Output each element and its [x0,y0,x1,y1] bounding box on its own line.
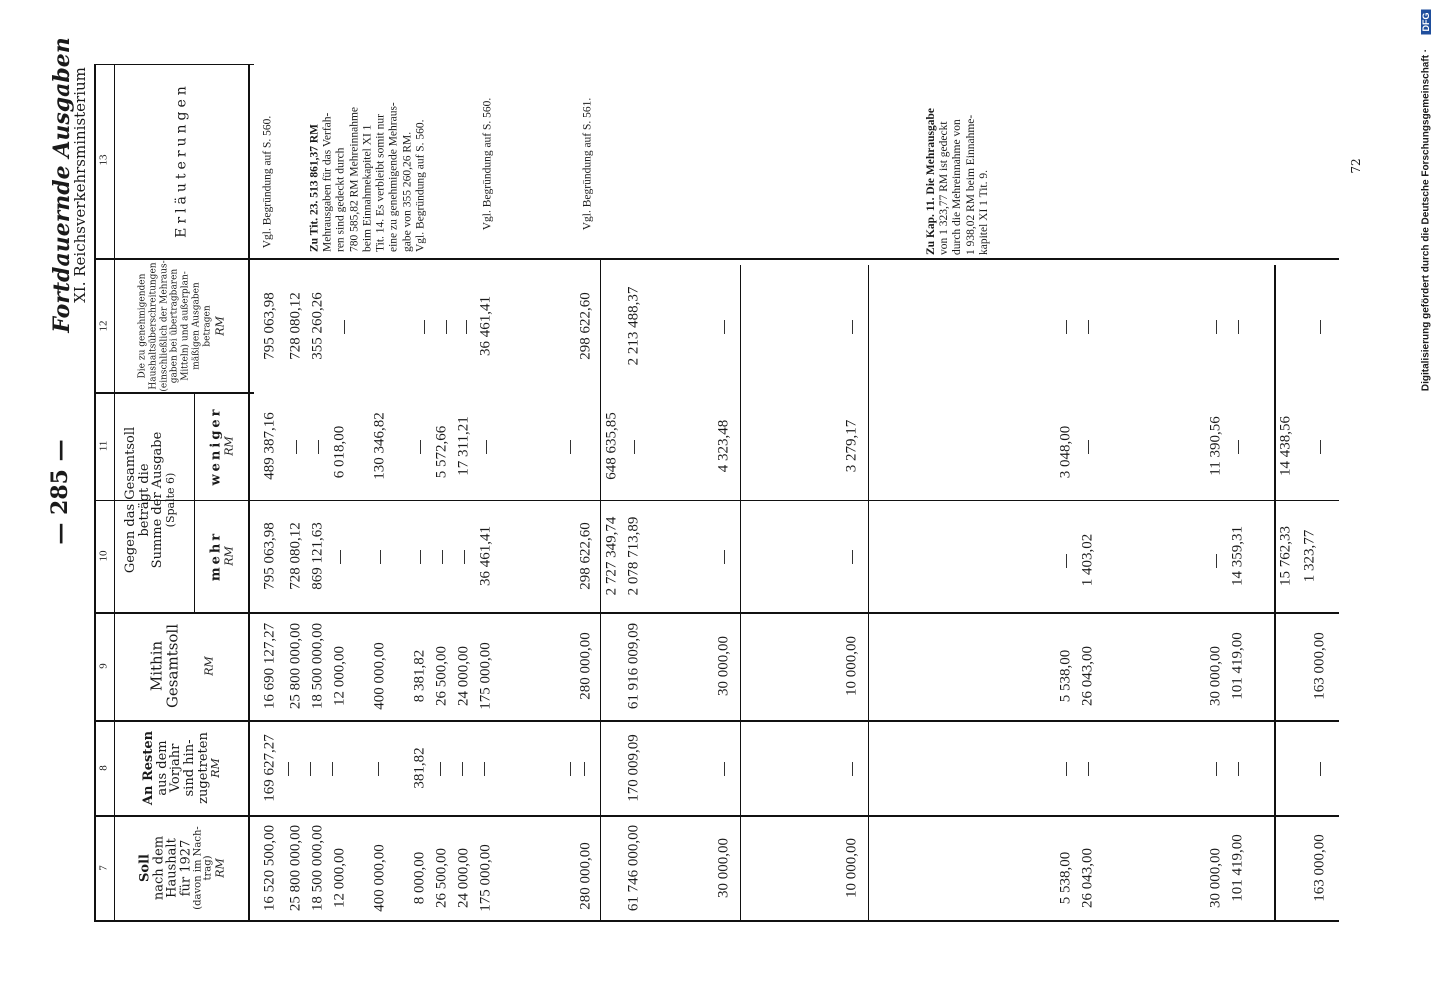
empty-dash [310,762,311,776]
subtotal-rule [600,500,624,501]
col-number-9: 9 [97,663,110,669]
table-rule [868,265,869,922]
empty-dash [1320,440,1321,454]
folio-number: 72 [1349,158,1363,174]
cell: 869 121,63 [309,522,326,590]
cell: 16 690 127,27 [261,622,278,710]
cell: 489 387,16 [261,412,278,480]
cell: 17 311,21 [455,416,472,476]
subtotal-cell: 14 438,56 [1277,416,1294,476]
empty-dash [1238,440,1239,454]
cell: 30 000,00 [1207,646,1224,706]
col10-11-header: Gegen das Gesamtsoll beträgt die Summe der Ausgabe (Spalte 6) [122,426,177,574]
table-rule [94,720,1339,722]
cell: 18 500 000,00 [309,622,326,710]
table-rule [94,64,96,922]
cell: 10 000,00 [843,636,860,696]
cell: 298 622,60 [577,522,594,590]
cell: 30 000,00 [715,838,732,898]
cell: 5 538,00 [1057,649,1074,703]
subtotal-cell: 61 916 009,09 [625,622,642,710]
cell: 12 000,00 [331,848,348,908]
col11-weniger-header: weniger RM [208,406,236,486]
empty-dash [724,550,725,564]
page-number: — 285 — [47,439,73,545]
cell: 4 323,48 [715,419,732,473]
cell: 26 500,00 [433,646,450,706]
empty-dash [1216,762,1217,776]
page-title: Fortdauernde Ausgaben [49,37,75,333]
empty-dash [420,440,421,454]
empty-dash [1066,320,1067,334]
note-ref: Vgl. Begründung auf S. 561. [581,97,594,231]
subtotal-cell: 1 323,77 [1301,529,1318,583]
cell: 25 800 000,00 [287,622,304,710]
cell: 728 080,12 [287,292,304,360]
table-rule [114,64,115,922]
subtotal-cell: 61 746 000,00 [625,824,642,912]
empty-dash [420,550,421,564]
cell: 5 538,00 [1057,851,1074,905]
empty-dash [446,320,447,334]
cell: 5 572,66 [433,425,450,479]
empty-dash [724,320,725,334]
cell: 3 048,00 [1057,425,1074,479]
cell: 400 000,00 [371,642,388,710]
subtotal-cell: 2 213 488,37 [625,286,642,366]
note-ref: Vgl. Begründung auf S. 560. [261,115,274,249]
col13-header: Erläuterungen [173,82,190,238]
empty-dash [1238,762,1239,776]
empty-dash [378,762,379,776]
empty-dash [852,762,853,776]
table-rule [94,612,1339,614]
table-rule [1274,265,1276,922]
table-rule [94,920,1339,922]
cell: 3 279,17 [843,419,860,473]
cell: 24 000,00 [455,848,472,908]
cell: 130 346,82 [371,412,388,480]
empty-dash [1066,554,1067,568]
cell: 16 520 500,00 [261,824,278,912]
cell: 14 359,31 [1229,526,1246,586]
cell: 36 461,41 [477,296,494,356]
cell: 6 018,00 [331,425,348,479]
cell: 280 000,00 [577,842,594,910]
empty-dash [464,550,465,564]
empty-dash [1216,320,1217,334]
cell: 12 000,00 [331,646,348,706]
cell: 30 000,00 [715,636,732,696]
empty-dash [380,550,381,564]
cell: 30 000,00 [1207,848,1224,908]
subtotal-cell: 15 762,33 [1277,526,1294,586]
cell: 26 043,00 [1079,646,1096,706]
subtotal-cell: 2 727 349,74 [603,516,620,596]
empty-dash [1088,440,1089,454]
empty-dash [1088,320,1089,334]
note-block: Zu Tit. 23. 513 861,37 RM Mehrausgaben für das Verfah- ren sind gedeckt durch 780 585,82 RM Mehreinnahme beim Einnahmekapitel XI 1 Tit. 14. Es verbleibt somit nur eine zu genehmigende Mehraus- gabe von 355 260,26 RM. Vgl. Begründung auf S. 560. [308,102,427,252]
table-rule [248,64,250,922]
table-rule [94,258,1339,260]
cell: 175 000,00 [477,844,494,912]
cell: 8 000,00 [411,851,428,905]
cell: 795 063,98 [261,292,278,360]
note-block: Zu Kap. 11. Die Mehrausgabe von 1 323,77 RM ist gedeckt durch die Mehreinnahme von 1 938,02 RM beim Einnahme- kapitel XI 1 Tit. 9. [924,108,990,255]
empty-dash [486,440,487,454]
cell: 26 500,00 [433,848,450,908]
cell: 381,82 [411,747,428,789]
cell: 26 043,00 [1079,848,1096,908]
cell: 163 000,00 [1311,632,1328,700]
cell: 175 000,00 [477,642,494,710]
subtotal-cell: 170 009,09 [625,734,642,802]
col-number-7: 7 [97,865,110,871]
col-number-8: 8 [97,765,110,771]
table-rule [94,815,1339,817]
empty-dash [344,320,345,334]
col-number-11: 11 [97,440,110,452]
empty-dash [1066,762,1067,776]
empty-dash [584,762,585,776]
col10-mehr-header: mehr RM [208,530,236,582]
empty-dash [318,440,319,454]
empty-dash [462,762,463,776]
table-rule [600,260,601,922]
subtotal-cell: 2 078 713,89 [625,516,642,596]
cell: 163 000,00 [1311,834,1328,902]
empty-dash [442,550,443,564]
cell: 298 622,60 [577,292,594,360]
table-rule [194,392,195,612]
cell: 400 000,00 [371,844,388,912]
cell: 8 381,82 [411,649,428,703]
empty-dash [634,440,635,454]
col8-header: An Resten aus dem Vorjahr sind hin- zugetreten RM [141,730,223,806]
col7-header: Soll nach dem Haushalt für 1927 (davon im Nach- trag) RM [137,826,227,910]
empty-dash [484,762,485,776]
cell: 169 627,27 [261,734,278,802]
empty-dash [288,762,289,776]
table-rule [94,500,1339,501]
empty-dash [296,440,297,454]
table-rule [94,64,254,65]
empty-dash [1238,320,1239,334]
cell: 36 461,41 [477,526,494,586]
empty-dash [424,320,425,334]
cell: 280 000,00 [577,632,594,700]
cell: 25 800 000,00 [287,824,304,912]
cell: 18 500 000,00 [309,824,326,912]
funding-note: Digitalisierung gefördert durch die Deutsche Forschungsgemeinschaft · [1420,48,1432,392]
col-number-13: 13 [97,154,110,166]
note-ref: Vgl. Begründung auf S. 560. [481,97,494,231]
cell: 1 403,02 [1079,533,1096,587]
col9-header: Mithin Gesamtsoll RM [147,623,215,709]
empty-dash [340,550,341,564]
empty-dash [332,762,333,776]
cell: 728 080,12 [287,522,304,590]
empty-dash [724,762,725,776]
empty-dash [852,550,853,564]
subtotal-cell: 648 635,85 [603,412,620,480]
cell: 101 419,00 [1229,632,1246,700]
cell: 101 419,00 [1229,834,1246,902]
table-rule [740,265,741,922]
empty-dash [570,762,571,776]
empty-dash [1320,762,1321,776]
cell: 11 390,56 [1207,416,1224,476]
empty-dash [1216,554,1217,568]
empty-dash [1320,320,1321,334]
empty-dash [440,762,441,776]
page-subtitle: XI. Reichsverkehrsministerium [71,67,89,303]
col-number-12: 12 [97,320,110,332]
empty-dash [570,440,571,454]
empty-dash [466,320,467,334]
dfg-logo: DFG [1421,10,1431,35]
empty-dash [852,320,853,334]
col-number-10: 10 [97,550,110,562]
cell: 795 063,98 [261,522,278,590]
cell: 24 000,00 [455,646,472,706]
cell: 10 000,00 [843,838,860,898]
cell: 355 260,26 [309,292,326,360]
empty-dash [1088,762,1089,776]
col12-header: Die zu genehmigenden Haushaltsüberschreitungen (einschließlich der Mehraus- gaben bei übertragbaren Mitteln) und außerplan- mäßigen Ausgaben betragen RM [137,260,227,392]
